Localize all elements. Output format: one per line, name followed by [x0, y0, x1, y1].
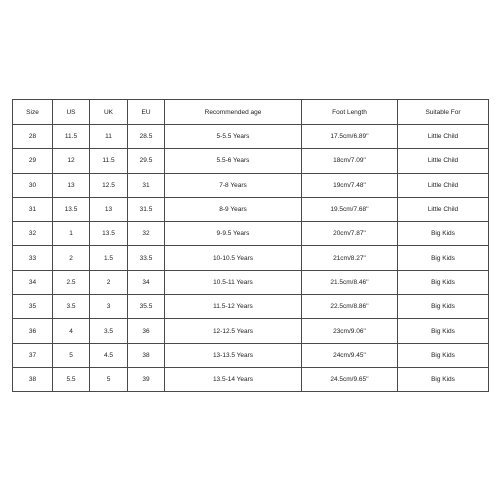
cell-size: 33 — [13, 246, 53, 270]
column-header-size: Size — [13, 100, 53, 125]
table-row — [13, 319, 489, 343]
cell-foot-length: 23cm/9.06'' — [302, 319, 398, 343]
header-row — [13, 100, 489, 125]
cell-uk: 3 — [90, 295, 128, 319]
cell-recommended-age: 8-9 Years — [165, 197, 302, 221]
cell-eu: 31 — [128, 173, 165, 197]
column-header-recommended-age: Recommended age — [165, 100, 302, 125]
cell-eu: 29.5 — [128, 149, 165, 173]
cell-recommended-age: 13-13.5 Years — [165, 343, 302, 367]
cell-eu: 32 — [128, 222, 165, 246]
size-chart-table — [12, 99, 489, 392]
cell-foot-length: 18cm/7.09'' — [302, 149, 398, 173]
cell-eu: 36 — [128, 319, 165, 343]
cell-uk: 13.5 — [90, 222, 128, 246]
cell-us: 2 — [53, 246, 90, 270]
cell-size: 34 — [13, 270, 53, 294]
cell-us: 13.5 — [53, 197, 90, 221]
cell-eu: 33.5 — [128, 246, 165, 270]
table-row — [13, 149, 489, 173]
cell-foot-length: 21cm/8.27'' — [302, 246, 398, 270]
cell-recommended-age: 11.5-12 Years — [165, 295, 302, 319]
column-header-us: US — [53, 100, 90, 125]
cell-recommended-age: 9-9.5 Years — [165, 222, 302, 246]
cell-uk: 12.5 — [90, 173, 128, 197]
cell-suitable-for: Big Kids — [398, 319, 489, 343]
table-row — [13, 222, 489, 246]
table-body — [13, 125, 489, 392]
cell-us: 12 — [53, 149, 90, 173]
cell-size: 36 — [13, 319, 53, 343]
cell-uk: 11.5 — [90, 149, 128, 173]
table-row — [13, 367, 489, 391]
cell-foot-length: 19cm/7.48'' — [302, 173, 398, 197]
cell-eu: 35.5 — [128, 295, 165, 319]
cell-suitable-for: Big Kids — [398, 222, 489, 246]
table-row — [13, 173, 489, 197]
cell-size: 32 — [13, 222, 53, 246]
cell-recommended-age: 12-12.5 Years — [165, 319, 302, 343]
cell-uk: 13 — [90, 197, 128, 221]
cell-suitable-for: Big Kids — [398, 367, 489, 391]
column-header-suitable-for: Suitable For — [398, 100, 489, 125]
cell-size: 37 — [13, 343, 53, 367]
cell-us: 5 — [53, 343, 90, 367]
cell-size: 38 — [13, 367, 53, 391]
table-row — [13, 125, 489, 149]
cell-uk: 5 — [90, 367, 128, 391]
cell-foot-length: 24.5cm/9.65'' — [302, 367, 398, 391]
column-header-foot-length: Foot Length — [302, 100, 398, 125]
cell-suitable-for: Big Kids — [398, 246, 489, 270]
table-header — [13, 100, 489, 125]
cell-eu: 38 — [128, 343, 165, 367]
cell-foot-length: 20cm/7.87'' — [302, 222, 398, 246]
cell-us: 5.5 — [53, 367, 90, 391]
cell-us: 3.5 — [53, 295, 90, 319]
cell-size: 29 — [13, 149, 53, 173]
table-row — [13, 270, 489, 294]
cell-recommended-age: 7-8 Years — [165, 173, 302, 197]
cell-suitable-for: Big Kids — [398, 343, 489, 367]
cell-eu: 39 — [128, 367, 165, 391]
cell-recommended-age: 10-10.5 Years — [165, 246, 302, 270]
cell-recommended-age: 5.5-6 Years — [165, 149, 302, 173]
cell-suitable-for: Little Child — [398, 197, 489, 221]
cell-recommended-age: 10.5-11 Years — [165, 270, 302, 294]
cell-us: 13 — [53, 173, 90, 197]
cell-size: 31 — [13, 197, 53, 221]
cell-foot-length: 17.5cm/6.89'' — [302, 125, 398, 149]
table-row — [13, 246, 489, 270]
cell-eu: 31.5 — [128, 197, 165, 221]
cell-uk: 4.5 — [90, 343, 128, 367]
table-row — [13, 343, 489, 367]
cell-foot-length: 19.5cm/7.68'' — [302, 197, 398, 221]
cell-recommended-age: 13.5-14 Years — [165, 367, 302, 391]
cell-eu: 28.5 — [128, 125, 165, 149]
cell-us: 4 — [53, 319, 90, 343]
cell-foot-length: 22.5cm/8.86'' — [302, 295, 398, 319]
cell-suitable-for: Big Kids — [398, 270, 489, 294]
cell-suitable-for: Little Child — [398, 125, 489, 149]
cell-size: 30 — [13, 173, 53, 197]
cell-us: 1 — [53, 222, 90, 246]
cell-us: 11.5 — [53, 125, 90, 149]
column-header-uk: UK — [90, 100, 128, 125]
cell-uk: 3.5 — [90, 319, 128, 343]
table-row — [13, 295, 489, 319]
cell-suitable-for: Big Kids — [398, 295, 489, 319]
cell-uk: 11 — [90, 125, 128, 149]
cell-suitable-for: Little Child — [398, 149, 489, 173]
cell-uk: 1.5 — [90, 246, 128, 270]
cell-size: 35 — [13, 295, 53, 319]
cell-foot-length: 24cm/9.45'' — [302, 343, 398, 367]
cell-eu: 34 — [128, 270, 165, 294]
cell-suitable-for: Little Child — [398, 173, 489, 197]
cell-foot-length: 21.5cm/8.46'' — [302, 270, 398, 294]
column-header-eu: EU — [128, 100, 165, 125]
cell-size: 28 — [13, 125, 53, 149]
cell-uk: 2 — [90, 270, 128, 294]
cell-us: 2.5 — [53, 270, 90, 294]
table-row — [13, 197, 489, 221]
cell-recommended-age: 5-5.5 Years — [165, 125, 302, 149]
